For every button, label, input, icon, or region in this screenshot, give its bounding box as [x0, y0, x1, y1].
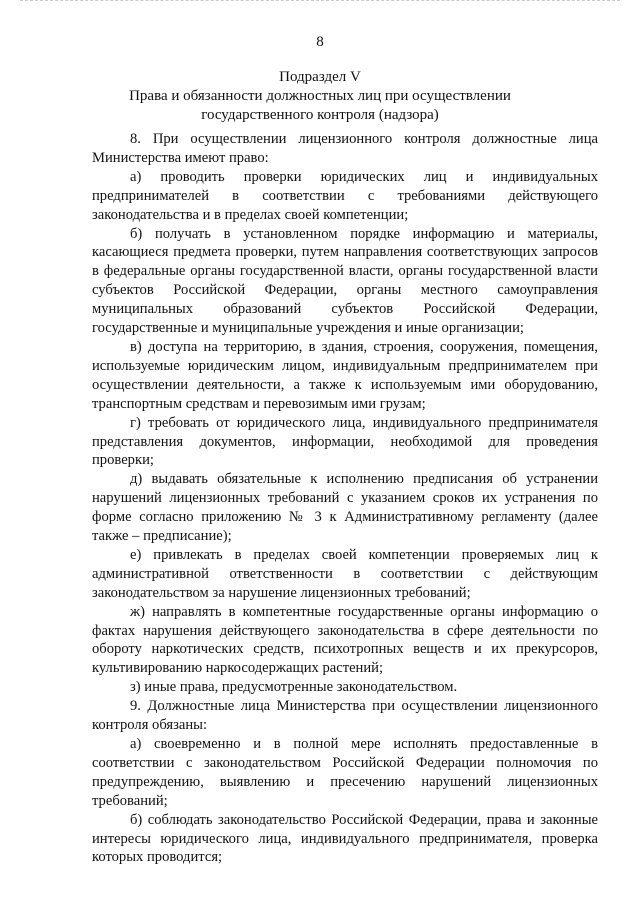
paragraph-9a: а) своевременно и в полной мере исполнять предоставленные в соответствии с законодательством Российской Федерации полномочия по предупреждению, выявлению и пресечению нарушений лицензионных требований; [92, 736, 598, 809]
paragraph-8z: з) иные права, предусмотренные законодательством. [130, 679, 458, 696]
subsection-title: Подраздел V [279, 69, 361, 85]
top-border [20, 0, 620, 3]
paragraph-9b: б) соблюдать законодательство Российской Федерации, права и законные интересы юридического лица, индивидуального предпринимателя, проверка которых проводится; [92, 811, 598, 866]
subsection-heading-line2: государственного контроля (надзора) [201, 107, 439, 123]
document-body [92, 130, 598, 867]
paragraph-8zh: ж) направлять в компетентные государственные органы информацию о фактах нарушения действующего законодательства в сфере деятельности по обороту наркотических средств, психотропных веществ и их прекурсоров, культивированию наркосодержащих растений; [92, 603, 598, 677]
paragraph-8d: д) выдавать обязательные к исполнению предписания об устранении нарушений лицензионных требований с указанием сроков их устранения по форме согласно приложению № 3 к Административному регламенту (далее также – предписание); [92, 471, 598, 545]
page-number: 8 [316, 34, 324, 50]
subsection-heading-line1: Права и обязанности должностных лиц при осуществлении [129, 88, 511, 104]
paragraph-8-intro: 8. При осуществлении лицензионного контроля должностные лица Министерства имеют право: [92, 131, 598, 166]
paragraph-8v: в) доступа на территорию, в здания, строения, сооружения, помещения, используемые юридическим лицом, индивидуальным предпринимателем при осуществлении деятельности, а также к используемым ими оборудованию, транспортным средствам и перевозимым ими грузам; [92, 338, 598, 412]
paragraph-8a: а) проводить проверки юридических лиц и индивидуальных предпринимателей в соответствии с требованиями действующего законодательства и в пределах своей компетенции; [92, 168, 598, 223]
paragraph-8e: е) привлекать в пределах своей компетенции проверяемых лиц к административной ответственности в соответствии с действующим законодательством за нарушение лицензионных требований; [92, 546, 598, 601]
paragraph-8b: б) получать в установленном порядке информацию и материалы, касающиеся предмета проверки, путем направления соответствующих запросов в федеральные органы государственной власти, органы государственной власти субъектов Российской Федерации, органы местного самоуправления муниципальных образований субъектов Российской Федерации, государственные и муниципальные учреждения и иные организации; [92, 225, 598, 337]
paragraph-9-intro: 9. Должностные лица Министерства при осуществлении лицензионного контроля обязаны: [92, 698, 598, 734]
paragraph-8g: г) требовать от юридического лица, индивидуального предпринимателя представления документов, информации, необходимой для проведения проверки; [92, 414, 598, 469]
section-heading [60, 68, 580, 125]
